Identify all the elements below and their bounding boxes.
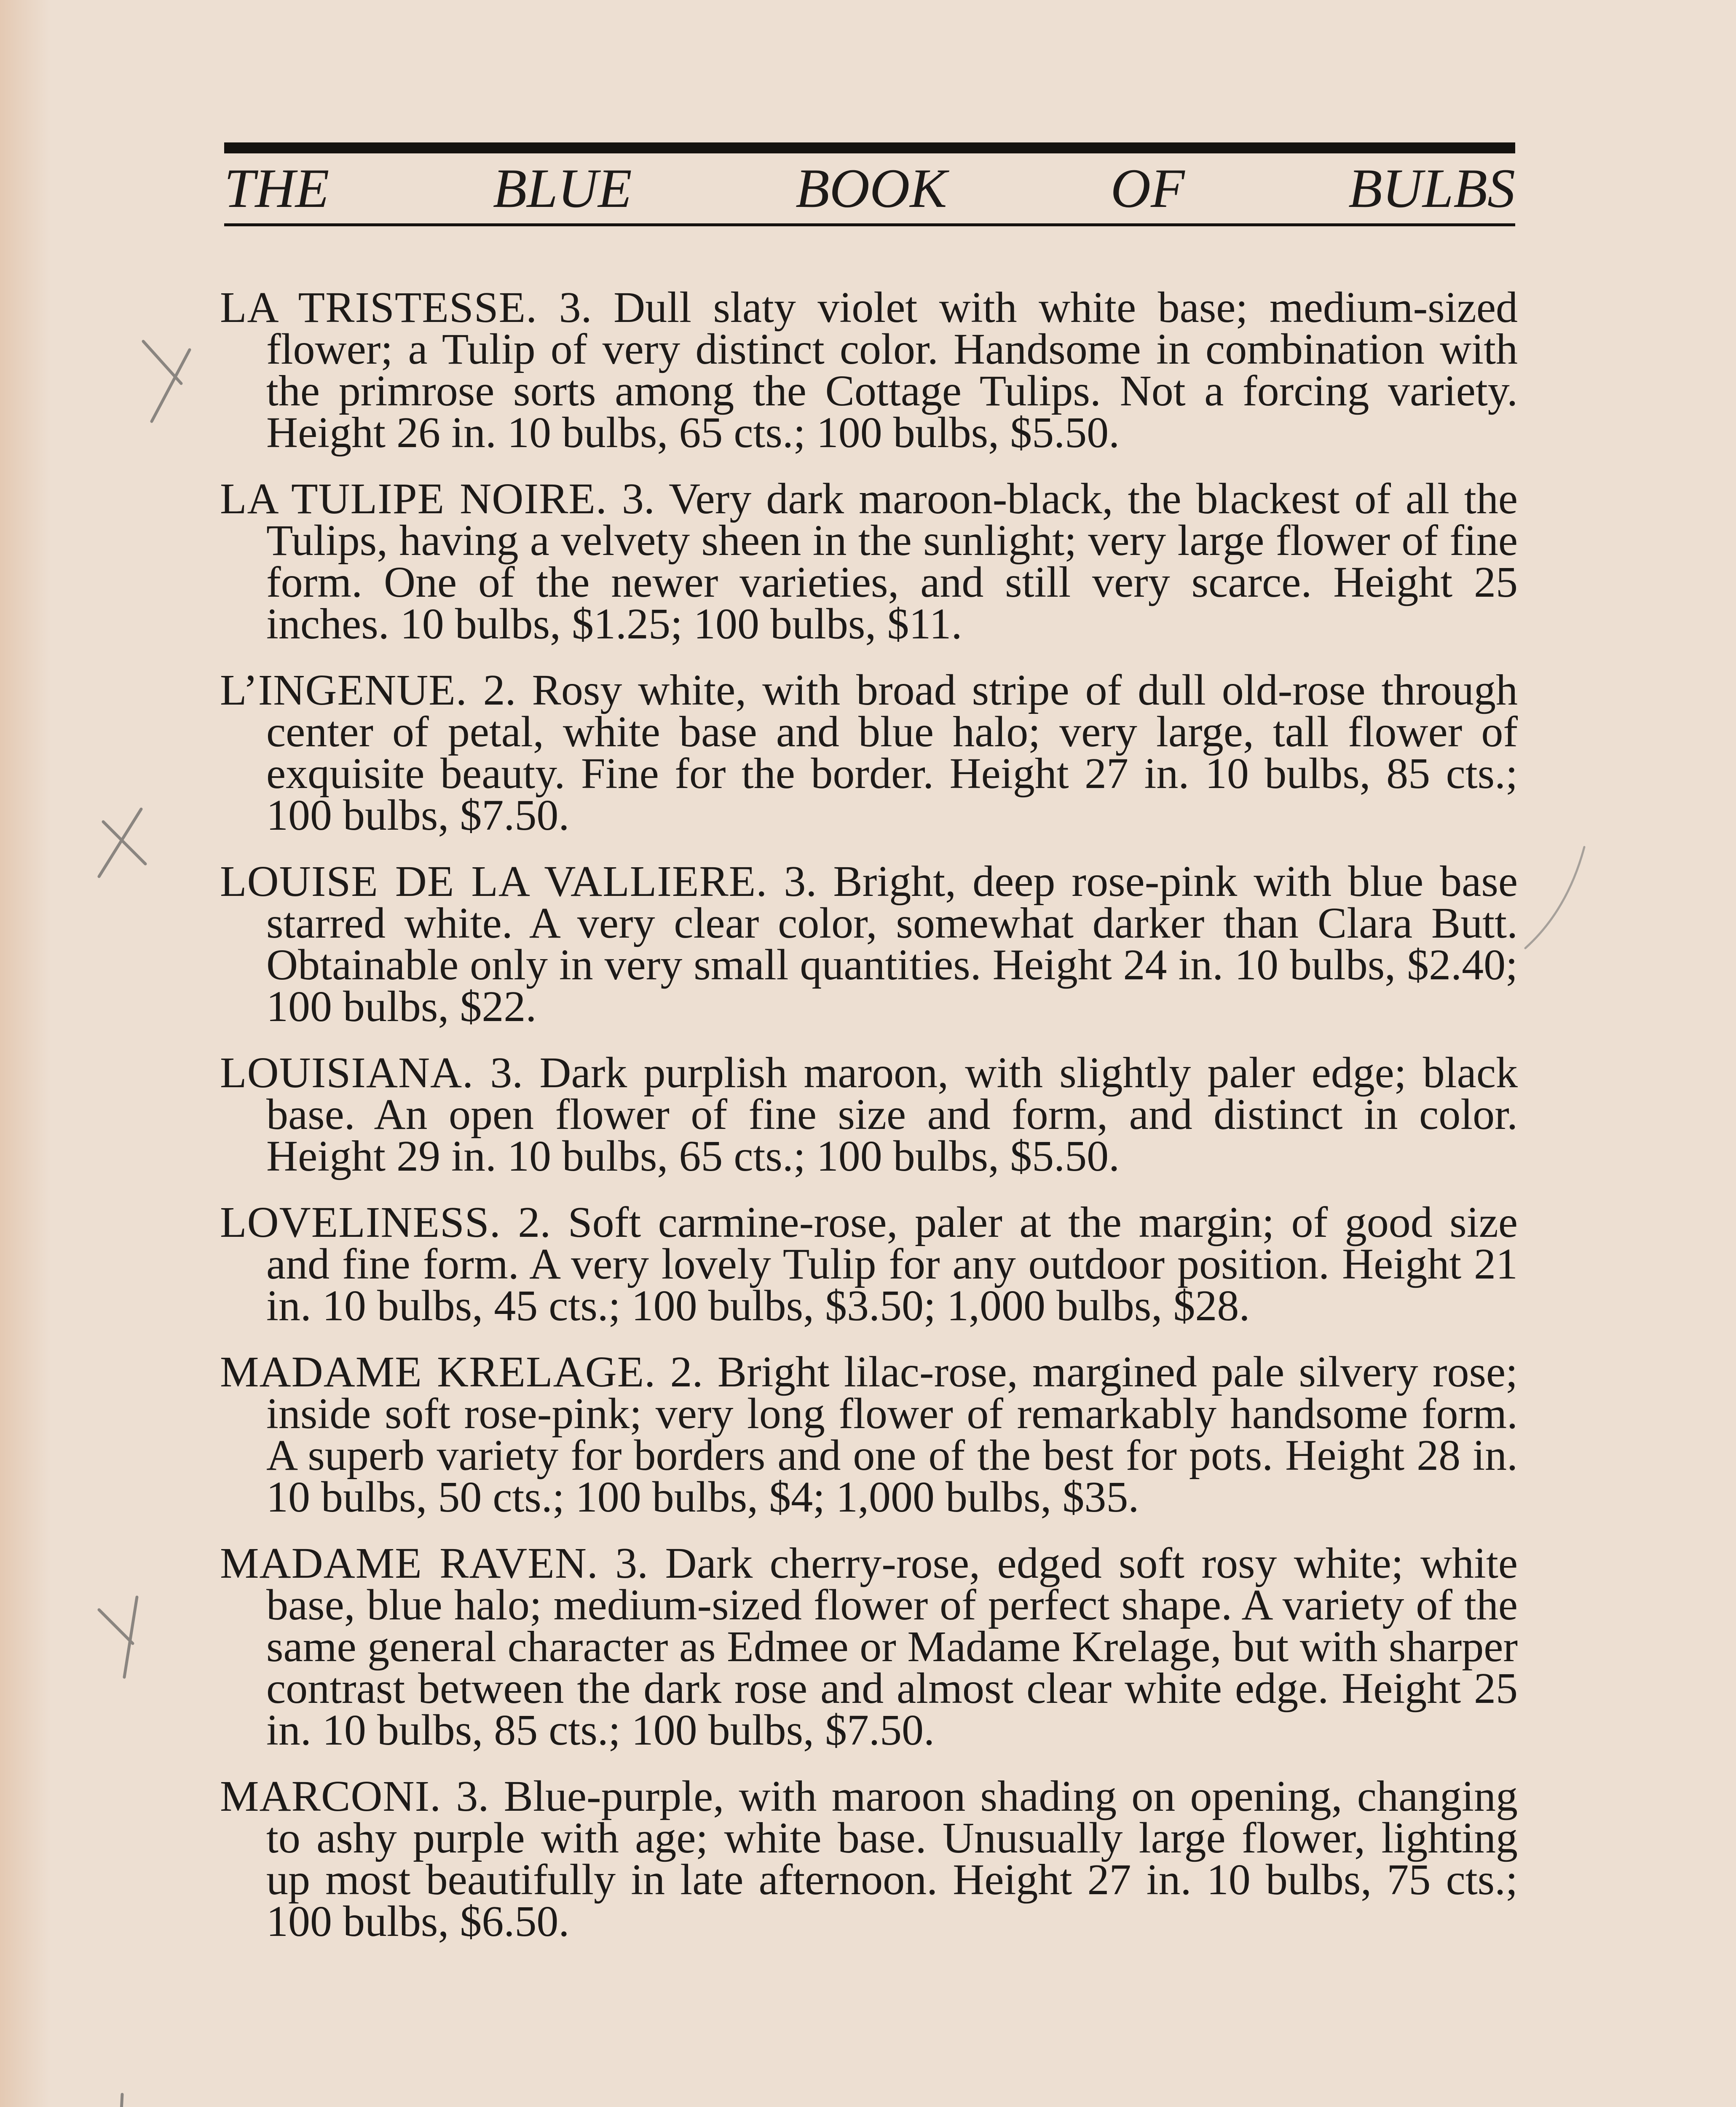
page-header bbox=[224, 142, 1515, 226]
variety-description: 2. Rosy white, with broad stripe of dull old-rose through center of petal, white base and blue halo; very large, tall flower of exquisite beauty. Fine for the border. Height 27 in. 10 bulbs, 85 cts.; 100 bulbs, $7.50. bbox=[266, 666, 1518, 839]
running-head-word: THE bbox=[224, 157, 330, 219]
variety-description: 3. Dull slaty violet with white base; medium-sized flower; a Tulip of very distinct color. Handsome in combination with the primrose sorts among the Cottage Tulips. Not a forcing variety. Height 26 in. 10 bulbs, 65 cts.; 100 bulbs, $5.50. bbox=[266, 283, 1518, 457]
variety-name: LOUISE DE LA VALLIERE. bbox=[220, 857, 768, 906]
variety-name: LA TULIPE NOIRE. bbox=[220, 474, 607, 523]
variety-description: 3. Blue-purple, with maroon shading on opening, changing to ashy purple with age; white base. Unusually large flower, lighting up most beautifully in late afternoon. Height 27 in. 10 bulbs, 75 cts.; 100 bulbs, $6.50. bbox=[266, 1772, 1518, 1946]
pencil-x-mark bbox=[135, 333, 198, 430]
variety-description: 2. Bright lilac-rose, margined pale silvery rose; inside soft rose-pink; very long flower of remarkably handsome form. A superb variety for borders and one of the best for pots. Height 28 in. 10 bulbs, 50 cts.; 100 bulbs, $4; 1,000 bulbs, $35. bbox=[266, 1348, 1518, 1521]
variety-description: 3. Bright, deep rose-pink with blue base starred white. A very clear color, somewhat darker than Clara Butt. Obtainable only in very small quantities. Height 24 in. 10 bulbs, $2.40; 100 bulbs, $22. bbox=[266, 857, 1518, 1031]
tulip-entry-list bbox=[220, 283, 1518, 1967]
header-bottom-rule bbox=[224, 223, 1515, 226]
running-head bbox=[224, 153, 1515, 223]
variety-name: MADAME KRELAGE. bbox=[220, 1348, 656, 1396]
tulip-entry bbox=[220, 1198, 1518, 1330]
variety-description: 2. Soft carmine-rose, paler at the margin; of good size and fine form. A very lovely Tulip for any outdoor position. Height 21 in. 10 bulbs, 45 cts.; 100 bulbs, $3.50; 1,000 bulbs, $28. bbox=[266, 1198, 1518, 1330]
running-head-word: BLUE bbox=[493, 157, 632, 219]
variety-name: L’INGENUE. bbox=[220, 666, 467, 714]
header-top-rule bbox=[224, 142, 1515, 153]
page-edge-shading bbox=[0, 0, 51, 2107]
tulip-entry bbox=[220, 1048, 1518, 1180]
variety-name: LOUISIANA. bbox=[220, 1048, 474, 1097]
variety-description: 3. Dark cherry-rose, edged soft rosy white; white base, blue halo; medium-sized flower of perfect shape. A variety of the same general character as Edmee or Madame Krelage, but with sharper contrast between the dark rose and almost clear white edge. Height 25 in. 10 bulbs, 85 cts.; 100 bulbs, $7.50. bbox=[266, 1539, 1518, 1754]
variety-name: LA TRISTESSE. bbox=[220, 283, 538, 332]
variety-description: 3. Very dark maroon-black, the blackest of all the Tulips, having a velvety sheen in the sunlight; very large flower of fine form. One of the newer varieties, and still very scarce. Height 25 inches. 10 bulbs, $1.25; 100 bulbs, $11. bbox=[266, 474, 1518, 648]
tulip-entry bbox=[220, 283, 1518, 457]
tulip-entry bbox=[220, 857, 1518, 1031]
tulip-entry bbox=[220, 666, 1518, 839]
tulip-entry bbox=[220, 1348, 1518, 1521]
pencil-x-mark bbox=[91, 792, 154, 889]
running-head-word: BOOK bbox=[796, 157, 947, 219]
pencil-x-mark bbox=[88, 2086, 152, 2107]
pencil-stroke-mark bbox=[1517, 839, 1593, 957]
variety-name: MADAME RAVEN. bbox=[220, 1539, 598, 1587]
running-head-word: BULBS bbox=[1348, 157, 1515, 219]
pencil-x-mark bbox=[86, 1584, 150, 1681]
variety-description: 3. Dark purplish maroon, with slightly paler edge; black base. An open flower of fine size and form, and distinct in color. Height 29 in. 10 bulbs, 65 cts.; 100 bulbs, $5.50. bbox=[266, 1048, 1518, 1180]
tulip-entry bbox=[220, 1539, 1518, 1754]
running-head-word: OF bbox=[1110, 157, 1185, 219]
tulip-entry bbox=[220, 1772, 1518, 1946]
variety-name: LOVELINESS. bbox=[220, 1198, 501, 1247]
variety-name: MARCONI. bbox=[220, 1772, 442, 1820]
tulip-entry bbox=[220, 474, 1518, 648]
